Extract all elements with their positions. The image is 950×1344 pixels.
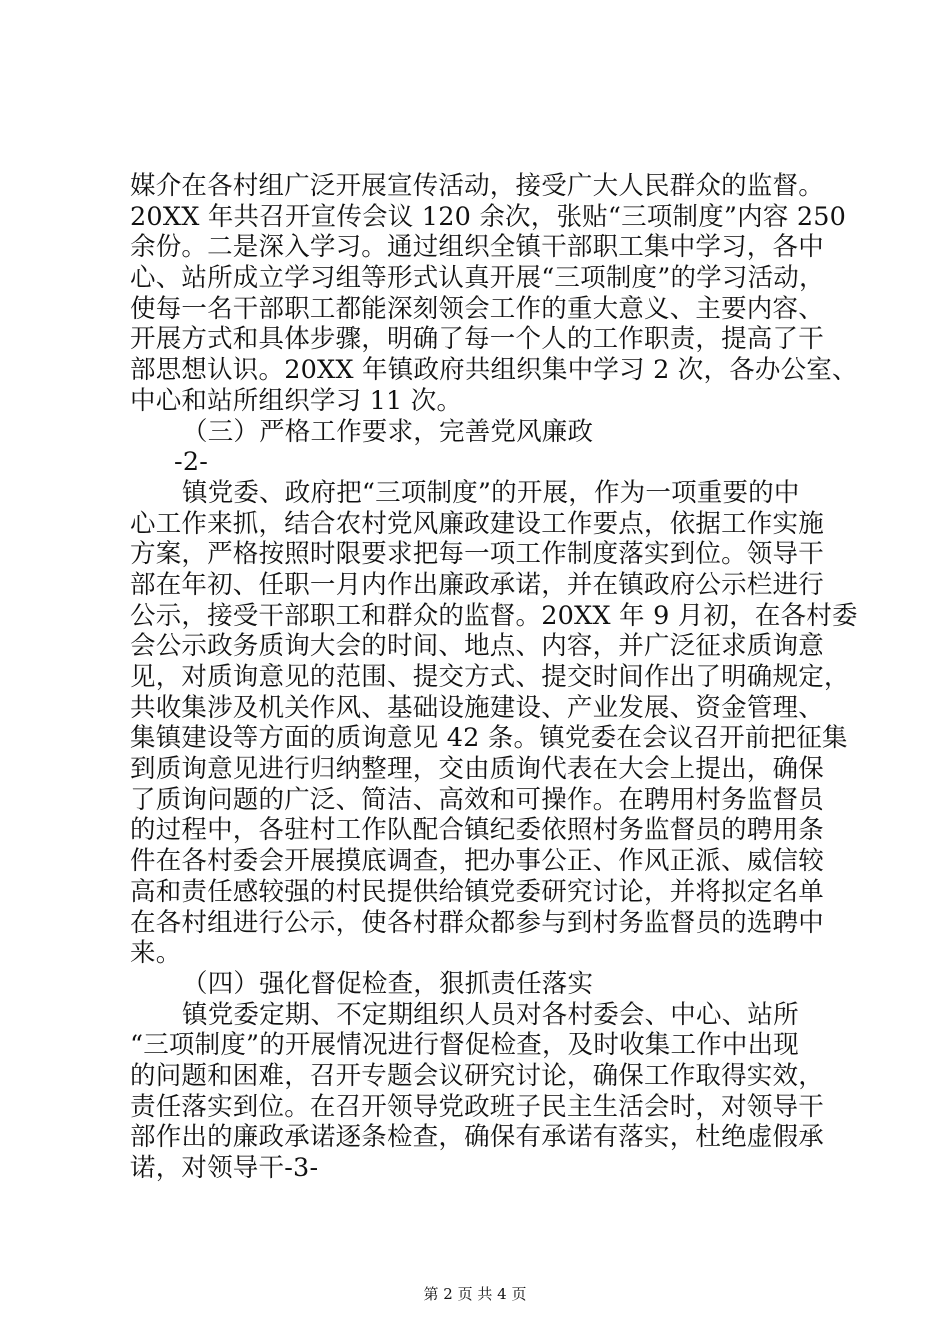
body-line: 的过程中，各驻村工作队配合镇纪委依照村务监督员的聘用条 (130, 815, 824, 846)
body-line: “三项制度”的开展情况进行督促检查，及时收集工作中出现 (130, 1030, 799, 1061)
body-line: 高和责任感较强的村民提供给镇党委研究讨论，并将拟定名单 (130, 876, 824, 907)
body-line: 来。 (130, 938, 182, 969)
body-line: 方案，严格按照时限要求把每一项工作制度落实到位。领导干 (130, 539, 824, 570)
section-heading-4: （四）强化督促检查，狠抓责任落实 (182, 968, 594, 999)
body-line: 媒介在各村组广泛开展宣传活动，接受广大人民群众的监督。 (130, 171, 824, 201)
body-line: 件在各村委会开展摸底调查，把办事公正、作风正派、威信较 (130, 846, 824, 877)
body-line: 会公示政务质询大会的时间、地点、内容，并广泛征求质询意 (130, 631, 824, 662)
body-line: 镇党委、政府把“三项制度”的开展，作为一项重要的中 (182, 477, 800, 508)
body-line: 在各村组进行公示，使各村群众都参与到村务监督员的选聘中 (130, 907, 824, 938)
body-line: 共收集涉及机关作风、基础设施建设、产业发展、资金管理、 (130, 692, 824, 723)
document-body (130, 171, 858, 1184)
body-line: 心工作来抓，结合农村党风廉政建设工作要点，依据工作实施 (130, 508, 824, 539)
body-line: 中心和站所组织学习 11 次。 (130, 385, 463, 416)
body-line: 责任落实到位。在召开领导党政班子民主生活会时，对领导干 (130, 1091, 824, 1122)
body-line: 开展方式和具体步骤，明确了每一个人的工作职责，提高了干 (130, 324, 824, 355)
body-line: 部作出的廉政承诺逐条检查，确保有承诺有落实，杜绝虚假承 (130, 1122, 824, 1153)
body-line: 了质询问题的广泛、简洁、高效和可操作。在聘用村务监督员 (130, 784, 824, 815)
body-line: 公示，接受干部职工和群众的监督。20XX 年 9 月初，在各村委 (130, 600, 858, 631)
page-marker: -2- (174, 447, 209, 478)
body-line: 诺，对领导干-3- (130, 1153, 319, 1183)
section-heading-3: （三）严格工作要求，完善党风廉政 (182, 416, 594, 447)
body-line: 的问题和困难，召开专题会议研究讨论，确保工作取得实效， (130, 1060, 824, 1091)
body-line: 到质询意见进行归纳整理，交由质询代表在大会上提出，确保 (130, 754, 824, 785)
body-line: 20XX 年共召开宣传会议 120 余次，张贴“三项制度”内容 250 (130, 201, 847, 232)
body-line: 心、站所成立学习组等形式认真开展“三项制度”的学习活动， (130, 263, 825, 294)
page-footer: 第 2 页 共 4 页 (423, 1285, 527, 1303)
body-line: 镇党委定期、不定期组织人员对各村委会、中心、站所 (182, 999, 799, 1030)
body-line: 见，对质询意见的范围、提交方式、提交时间作出了明确规定， (130, 662, 850, 692)
body-line: 余份。二是深入学习。通过组织全镇干部职工集中学习，各中 (130, 232, 824, 263)
body-line: 部在年初、任职一月内作出廉政承诺，并在镇政府公示栏进行 (130, 569, 824, 600)
body-line: 使每一名干部职工都能深刻领会工作的重大意义、主要内容、 (130, 293, 824, 324)
body-line: 集镇建设等方面的质询意见 42 条。镇党委在会议召开前把征集 (130, 723, 848, 754)
body-line: 部思想认识。20XX 年镇政府共组织集中学习 2 次，各办公室、 (130, 355, 858, 386)
